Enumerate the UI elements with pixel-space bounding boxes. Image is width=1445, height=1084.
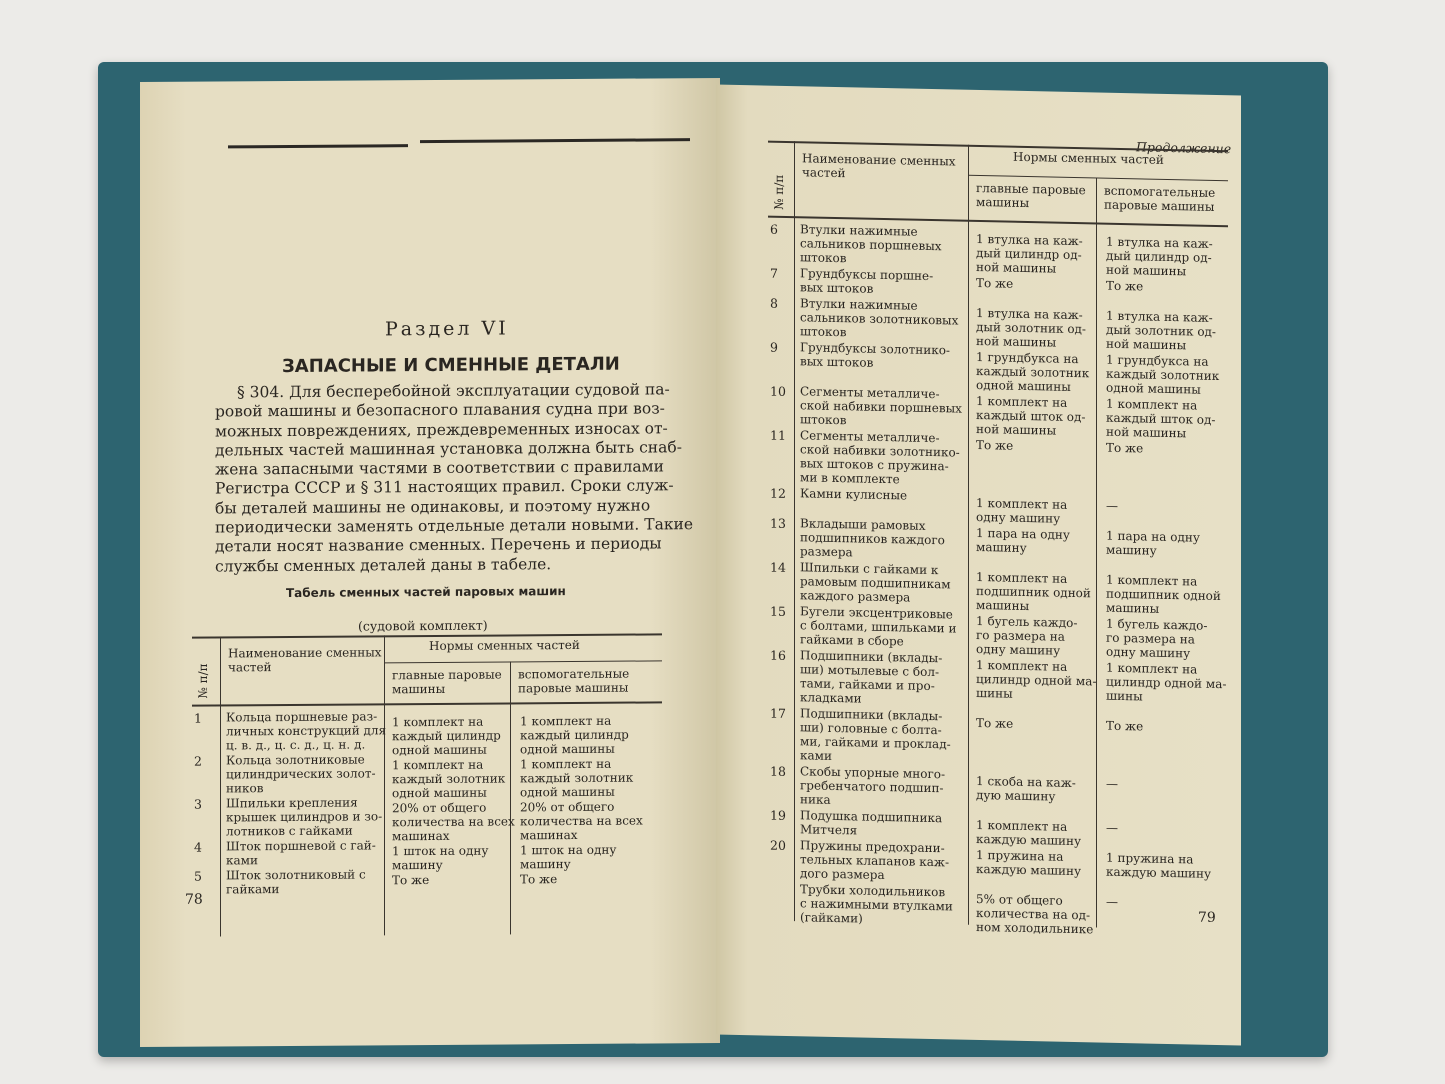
row-part-name-line: рамовым подшипникам [800,574,951,592]
row-number: 7 [770,265,778,281]
row-aux-norm-line: дый цилиндр од- [1106,248,1212,265]
row-number: 12 [770,485,786,501]
header-main-line: машины [976,194,1030,211]
row-main-norm-line: го размера на [976,627,1065,644]
row-main-norm-line: То же [976,437,1014,453]
row-number: 1 [194,710,202,726]
row-part-name-line: штоков [800,324,847,340]
row-part-name [800,340,950,371]
row-main-norm-line: машины [976,597,1030,614]
row-part-name-line: штоков [800,250,847,266]
col-sep-num [794,141,795,921]
row-part-name-line: Грундбуксы поршне- [800,266,934,284]
row-main-norm-line: То же [976,275,1014,291]
row-main-norm-line: 1 комплект на [976,569,1068,586]
row-part-name-line: кладками [800,690,862,706]
row-main-norm-line: дый золотник од- [976,319,1086,337]
top-rule-1 [228,144,408,148]
row-main-norm-line: одной машины [976,377,1071,394]
header-name-line: частей [802,165,846,181]
row-aux-norm-line: каждую машину [1106,864,1212,881]
row-main-norm-line: одной машины [392,742,487,758]
row-part-name [800,764,945,809]
norms-underline [968,175,1228,181]
row-part-name-line: подшипников каждого [800,530,945,548]
row-part-name-line: дого размера [800,866,885,883]
row-main-norm [976,658,1096,703]
row-aux-norm-line: шины [1106,688,1143,704]
row-part-name-line: ми в комплекте [800,470,900,487]
row-main-norm-line: одной машины [392,785,487,801]
header-num: № п/п [196,663,210,699]
row-part-name [226,795,382,838]
row-main-norm-line: каждый цилиндр [392,728,501,744]
row-main-norm [976,276,1013,291]
row-aux-norm [520,843,616,872]
row-aux-norm-line: 1 шток на одну [520,842,617,858]
header-aux-line: паровые машины [518,680,629,696]
row-main-norm [976,570,1091,614]
row-main-norm [976,614,1077,658]
row-main-norm-line: каждую машину [976,831,1082,849]
row-aux-norm [1106,499,1118,513]
row-part-name [800,808,942,839]
row-aux-norm-line: — [1106,776,1118,791]
row-part-name [226,752,376,795]
row-aux-norm [1106,573,1221,617]
row-main-norm-line: машину [392,857,443,873]
row-part-name-line: ми, гайками и проклад- [800,734,951,752]
header-name-line: частей [228,660,272,675]
row-main-norm-line: 1 грундбукса на [976,349,1079,367]
row-main-norm-line: 1 комплект на [976,495,1068,512]
table-title: Табель сменных частей паровых машин [286,584,566,601]
row-number: 19 [770,807,786,823]
row-aux-norm-line: каждый цилиндр [520,727,629,743]
row-part-name-line: Трубки холодильников [800,882,946,900]
row-number: 13 [770,515,786,531]
row-main-norm-line: ной машины [976,259,1057,276]
row-aux-norm-line: каждый золотник [1106,366,1220,384]
page-number-left: 78 [185,891,203,908]
row-aux-norm [1106,309,1216,353]
row-main-norm-line: 1 бугель каждо- [976,613,1078,631]
row-aux-norm [1106,821,1118,835]
row-main-norm [976,716,1013,731]
row-number: 6 [770,221,778,237]
row-number: 18 [770,763,786,779]
row-aux-norm-line: — [1106,820,1118,835]
row-aux-norm-line: го размера на [1106,630,1195,647]
row-aux-norm-line: 1 втулка на каж- [1106,234,1213,251]
row-main-norm [976,350,1089,394]
row-aux-norm [1106,279,1143,294]
header-norms: Нормы сменных частей [429,637,580,654]
header-aux-line: паровые машины [1104,197,1215,214]
row-main-norm-line: То же [976,715,1014,731]
row-main-norm-line: 1 комплект на [392,757,484,773]
table-top-border [192,633,662,638]
row-part-name-line: крышек цилиндров и зо- [226,809,383,825]
row-aux-norm-line: 1 комплект на [1106,572,1198,589]
row-main-norm-line: ной машины [976,333,1057,350]
row-aux-norm [1106,235,1213,279]
row-part-name [800,296,958,341]
row-main-norm-line: 20% от общего [392,800,487,816]
row-main-norm [976,394,1085,438]
row-main-norm-line: одну машину [976,641,1061,658]
row-aux-norm-line: подшипник одной [1106,586,1221,604]
left-page [140,78,720,1047]
row-part-name-line: каждого размера [800,588,911,605]
row-part-name-line: Втулки нажимные [800,222,918,239]
header-aux-line: вспомогательные [1104,183,1216,200]
row-number: 3 [194,796,202,812]
header-name-line: Наименование сменных [802,151,956,169]
row-part-name [800,560,951,605]
row-main-norm [392,757,505,800]
paragraph-line: бы деталей машины не одинаковы, и поэтому нужно [215,496,651,518]
header-norms: Нормы сменных частей [1013,149,1164,167]
row-aux-norm-line: ной машины [1106,262,1187,279]
row-part-name-line: ши) головные с болта- [800,720,942,738]
row-part-name [800,486,907,502]
row-number: 9 [770,339,778,355]
header-main-line: главные паровые [976,180,1086,198]
row-main-norm-line: шины [976,685,1013,701]
row-number: 20 [770,837,786,853]
top-rule-2 [420,138,690,143]
row-main-norm-line: цилиндр одной ма- [976,671,1097,689]
row-aux-norm-line: ной машины [1106,336,1187,353]
header-aux [1104,184,1215,214]
row-part-name-line: ника [800,792,831,807]
row-aux-norm-line: 1 комплект на [520,756,612,772]
row-part-name [226,709,386,752]
row-main-norm [976,526,1070,556]
row-part-name [800,266,933,297]
parts-table-right [768,141,1228,951]
paragraph-line: жена запасными частями в соответствии с правилами [215,457,664,479]
row-main-norm-line: дую машину [976,787,1056,804]
continuation-label: Продолжение [1136,139,1232,157]
row-main-norm-line: дый цилиндр од- [976,245,1082,263]
row-aux-norm-line: ной машины [1106,424,1187,441]
row-part-name-line: цилиндрических золот- [226,766,376,782]
paragraph-line: Регистра СССР и § 311 настоящих правил. Сроки служ- [215,476,674,498]
row-part-name-line: тами, гайками и про- [800,676,935,694]
row-part-name [800,882,953,927]
row-aux-norm [1106,661,1226,706]
row-main-norm-line: подшипник одной [976,583,1091,601]
row-main-norm-line: 5% от общего [976,891,1063,908]
paragraph-line: детали носят название сменных. Перечень и периоды [215,534,662,556]
row-aux-norm-line: 1 пружина на [1106,850,1194,867]
row-aux-norm [1106,529,1200,559]
row-part-name-line: Бугели эксцентриковые [800,604,953,622]
row-aux-norm-line: 20% от общего [520,799,615,815]
row-aux-norm-line: То же [1106,278,1144,294]
row-part-name [800,604,956,649]
paragraph-line: дельных частей машинная установка должна быть снаб- [215,438,682,460]
row-part-name-line: размера [800,544,853,560]
row-main-norm-line: количества на всех [392,814,515,830]
row-part-name-line: сальников поршневых [800,236,942,254]
row-main-norm-line: 1 пара на одну [976,525,1070,542]
row-main-norm-line: машину [976,539,1027,556]
row-aux-norm-line: То же [520,872,558,887]
row-aux-norm [1106,441,1143,456]
row-main-norm-line: каждый золотник [976,363,1090,381]
row-aux-norm-line: одной машины [1106,380,1201,397]
row-main-norm-line: каждую машину [976,861,1082,879]
row-main-norm [392,800,515,843]
body-paragraph [215,380,694,576]
row-main-norm-line: ной машины [976,421,1057,438]
row-part-name-line: вых штоков [800,280,874,296]
row-aux-norm-line: машину [1106,542,1157,558]
row-aux-norm-line: дый золотник од- [1106,322,1216,339]
row-aux-norm-line: 1 пара на одну [1106,528,1200,545]
row-main-norm-line: ном холодильнике [976,919,1094,937]
row-main-norm-line: каждый шток од- [976,407,1086,425]
row-number: 2 [194,753,202,769]
row-aux-norm [520,757,633,800]
row-part-name-line: Кольца поршневые раз- [226,709,378,725]
row-main-norm [976,232,1083,276]
row-number: 15 [770,603,786,619]
row-aux-norm [1106,353,1219,397]
col-sep-name [384,635,385,935]
row-part-name [800,838,949,883]
row-part-name-line: Сегменты металличе- [800,384,940,402]
row-aux-norm [1106,617,1207,661]
col-sep-main [1096,177,1097,927]
row-part-name-line: штоков [800,412,847,428]
row-part-name-line: Скобы упорные много- [800,764,946,782]
row-main-norm [976,848,1081,878]
paragraph-line: § 304. Для бесперебойной эксплуатации судовой па- [237,380,670,402]
paragraph-line: ровой машины и безопасного плавания судна при воз- [215,399,665,421]
row-aux-norm-line: машину [520,857,571,872]
row-part-name-line: гайками [226,882,280,897]
row-aux-norm-line: одной машины [520,784,615,800]
row-aux-norm-line: — [1106,894,1118,909]
row-main-norm-line: машинах [392,828,450,844]
row-main-norm-line: 1 комплект на [976,817,1068,834]
row-part-name-line: личных конструкций для [226,723,387,739]
row-aux-norm-line: машины [1106,600,1160,616]
paragraph-line: можных повреждениях, преждевременных износах от- [215,418,668,441]
row-part-name-line: Подшипники (вклады- [800,706,943,724]
row-number: 16 [770,647,786,663]
row-number: 11 [770,427,786,443]
row-aux-norm-line: 1 бугель каждо- [1106,616,1208,633]
row-aux-norm [520,800,643,843]
row-aux-norm [1106,397,1215,441]
row-main-norm-line: То же [392,873,430,888]
row-part-name-line: ками [800,748,832,763]
row-main-norm-line: 1 пружина на [976,847,1064,864]
header-aux [518,667,629,696]
row-part-name-line: лотников с гайками [226,823,353,839]
row-part-name-line: Камни кулисные [800,486,908,503]
section-title: Раздел VI [385,317,509,341]
row-number: 5 [194,868,202,884]
row-part-name-line: вых штоков с пружина- [800,456,949,474]
table-header-border [192,701,662,706]
row-main-norm-line: 1 комплект на [976,393,1068,410]
row-aux-norm-line: одной машины [520,741,615,757]
row-part-name-line: Шток золотниковый с [226,867,366,883]
row-number: 10 [770,383,786,399]
row-part-name-line: Кольца золотниковые [226,752,365,768]
row-main-norm-line: одну машину [976,509,1061,526]
row-main-norm [976,438,1013,453]
row-main-norm-line: 1 скоба на каж- [976,773,1076,791]
row-part-name-line: ши) мотылевые с бол- [800,662,940,680]
row-main-norm-line: 1 шток на одну [392,843,489,859]
row-aux-norm [1106,777,1118,791]
row-part-name [800,706,951,765]
col-sep-num [220,636,221,936]
row-aux-norm-line: каждый золотник [520,770,634,786]
header-aux-line: вспомогательные [518,666,630,682]
header-num: № п/п [772,174,786,210]
row-main-norm [976,818,1081,848]
row-aux-norm-line: машинах [520,827,578,843]
row-main-norm-line: количества на од- [976,905,1091,923]
row-part-name [800,648,942,707]
row-part-name [800,384,962,429]
row-part-name-line: ской набивки поршневых [800,398,962,416]
row-part-name-line: Вкладыши рамовых [800,516,926,533]
row-part-name [800,428,960,487]
row-part-name-line: ской набивки золотнико- [800,442,960,460]
row-part-name-line: ников [226,781,264,796]
row-part-name-line: (гайками) [800,910,863,926]
norms-underline [384,661,662,664]
row-aux-norm-line: — [1106,498,1118,513]
row-main-norm-line: 1 втулка на каж- [976,305,1083,323]
row-part-name-line: ками [226,853,258,868]
row-part-name-line: вых штоков [800,354,874,370]
paragraph-line: периодически заменять отдельные детали новыми. Такие [215,515,694,537]
header-name-line: Наименование сменных [228,645,382,661]
row-number: 8 [770,295,778,311]
row-number: 14 [770,559,786,575]
row-part-name-line: тельных клапанов каж- [800,852,949,870]
row-main-norm [392,715,501,758]
right-page [716,85,1241,1046]
row-aux-norm-line: 1 комплект на [1106,396,1198,413]
row-aux-norm-line: каждый шток од- [1106,410,1216,427]
row-main-norm [392,873,429,887]
row-main-norm [976,892,1093,936]
row-aux-norm-line: цилиндр одной ма- [1106,674,1227,692]
row-main-norm-line: 1 комплект на [976,657,1068,674]
row-aux-norm [1106,719,1143,734]
row-part-name-line: Митчеля [800,822,858,838]
row-main-norm [976,496,1067,526]
row-part-name [226,867,366,896]
row-part-name-line: гребенчатого подшип- [800,778,944,796]
row-aux-norm [1106,851,1211,881]
row-main-norm-line: 1 втулка на каж- [976,231,1083,249]
row-aux-norm-line: 1 комплект на [1106,660,1198,677]
row-main-norm-line: 1 комплект на [392,714,484,730]
row-main-norm [976,306,1086,350]
row-aux-norm-line: 1 грундбукса на [1106,352,1209,369]
header-main-line: главные паровые [392,667,502,683]
section-heading: ЗАПАСНЫЕ И СМЕННЫЕ ДЕТАЛИ [282,353,620,378]
header-name [228,645,382,674]
row-main-norm-line: каждый золотник [392,771,506,787]
row-part-name-line: Грундбуксы золотнико- [800,340,950,358]
row-aux-norm [520,714,629,757]
row-aux-norm-line: 1 втулка на каж- [1106,308,1213,325]
row-main-norm [976,774,1076,804]
row-part-name-line: Подшипники (вклады- [800,648,943,666]
row-part-name [226,838,376,867]
row-part-name-line: Шток поршневой с гай- [226,838,376,854]
row-aux-norm-line: То же [1106,718,1144,734]
row-number: 17 [770,705,786,721]
row-part-name-line: сальников золотниковых [800,310,959,328]
paragraph-line: службы сменных деталей даны в табеле. [215,554,552,576]
table-subtitle: (судовой комплект) [358,617,488,634]
row-part-name-line: Подушка подшипника [800,808,943,826]
row-part-name-line: Пружины предохрани- [800,838,945,856]
row-number: 4 [194,839,202,855]
col-sep-name [968,145,969,925]
row-main-norm [392,844,488,873]
row-part-name-line: Втулки нажимные [800,296,918,313]
row-part-name-line: с болтами, шпильками и [800,618,957,636]
row-aux-norm-line: То же [1106,440,1144,456]
row-part-name-line: Шпильки крепления [226,795,358,811]
row-part-name-line: с нажимными втулками [800,896,953,914]
row-part-name [800,516,945,561]
row-aux-norm-line: количества на всех [520,813,643,829]
header-main [976,181,1086,211]
row-aux-norm-line: 1 комплект на [520,713,612,729]
row-part-name-line: гайками в сборе [800,632,904,649]
header-name [802,151,956,182]
row-part-name-line: Шпильки с гайками к [800,560,939,578]
header-main-line: машины [392,682,446,697]
row-aux-norm [520,872,557,886]
row-part-name [800,222,942,267]
row-part-name-line: ц. в. д., ц. с. д., ц. н. д. [226,737,366,753]
row-part-name-line: Сегменты металличе- [800,428,940,446]
parts-table-left [192,633,662,936]
row-aux-norm [1106,895,1118,909]
page-number-right: 79 [1198,909,1216,926]
header-main [392,668,502,697]
col-sep-main [510,662,511,935]
row-aux-norm-line: одну машину [1106,644,1191,661]
